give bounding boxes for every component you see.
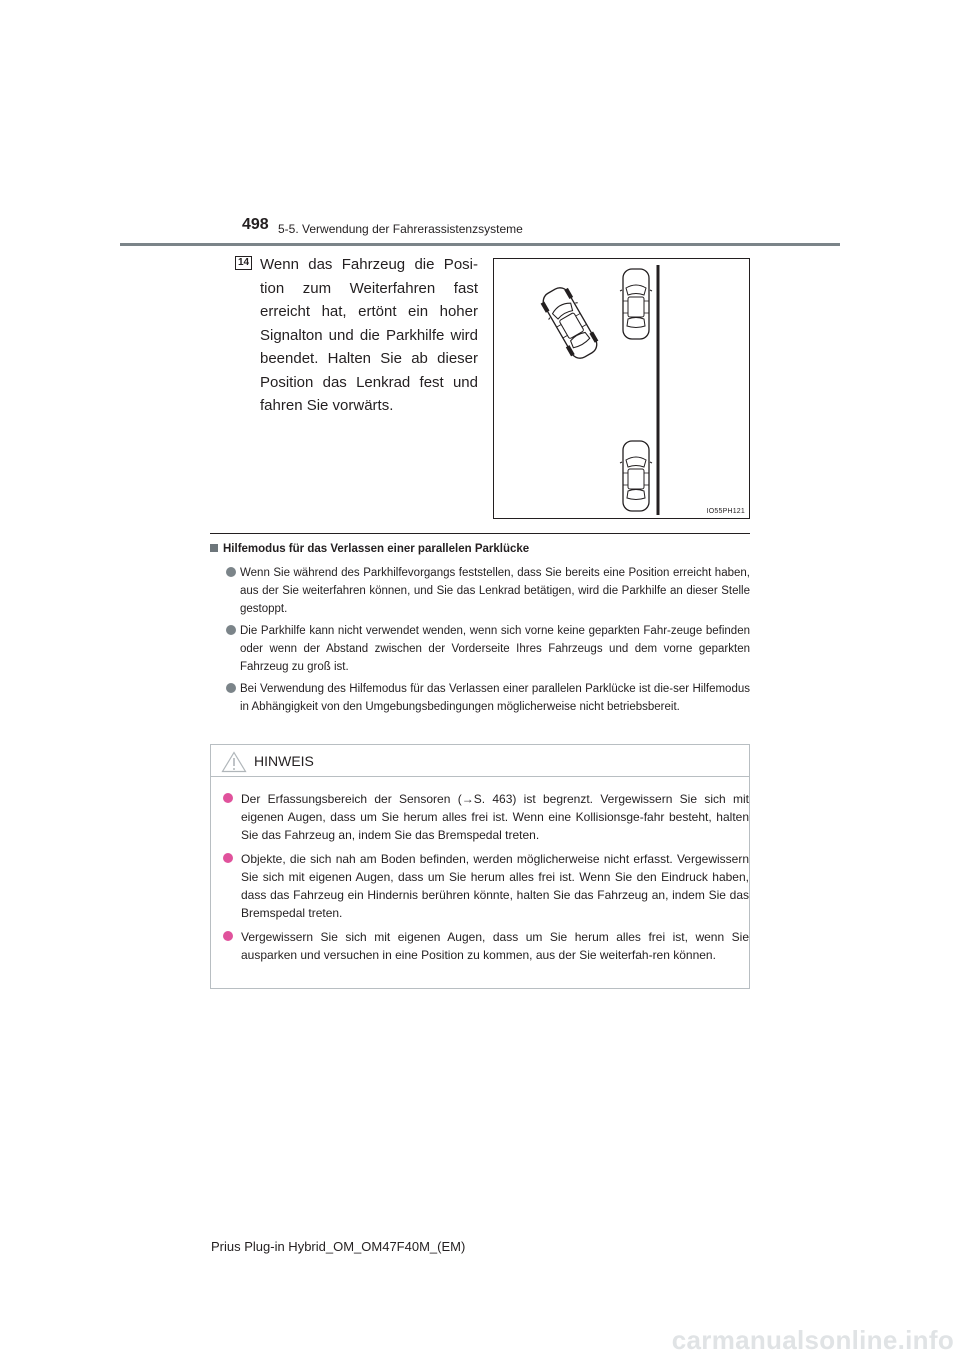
circle-bullet-icon — [223, 931, 233, 941]
list-item — [223, 928, 749, 964]
info-heading — [210, 543, 529, 555]
info-item-text: Die Parkhilfe kann nicht verwendet wenden, wenn sich vorne keine geparkten Fahr-zeuge befinden oder wenn der Abstand zwischen der Vorderseite Ihres Fahrzeugs und dem vorne geparkten Fahrzeug zu groß ist. — [240, 625, 750, 673]
notice-header — [211, 745, 749, 777]
circle-bullet-icon — [223, 853, 233, 863]
list-item — [223, 790, 749, 844]
square-bullet-icon — [210, 544, 218, 552]
circle-bullet-icon — [226, 567, 236, 577]
notice-title: HINWEIS — [254, 753, 314, 769]
notice-list — [223, 790, 749, 970]
list-item — [223, 850, 749, 922]
circle-bullet-icon — [226, 683, 236, 693]
notice-item-text: Vergewissern Sie sich mit eigenen Augen, dass um Sie herum alles frei ist, wenn Sie ausparken und versuchen in eine Position zu kommen, aus der Sie weiterfah-ren können. — [241, 930, 749, 962]
page-number: 498 — [242, 216, 269, 233]
parked-car-front — [620, 269, 652, 339]
step-number-badge: 14 — [235, 256, 252, 270]
circle-bullet-icon — [226, 625, 236, 635]
list-item — [226, 680, 750, 716]
parked-car-rear — [620, 441, 652, 511]
info-item-text: Wenn Sie während des Parkhilfevorgangs feststellen, dass Sie bereits eine Position erreicht haben, aus der Sie weiterfahren können, und Sie das Lenkrad betätigen, wird die Parkhilfe an dieser Stelle gestoppt. — [240, 567, 750, 615]
list-item — [226, 564, 750, 618]
own-vehicle — [537, 283, 603, 363]
notice-item-text: Der Erfassungsbereich der Sensoren (→S. 463) ist begrenzt. Vergewissern Sie sich mit eigenen Augen, dass um Sie herum alles frei ist. Wenn eine Kollisionsge-fahr besteht, halten Sie das Fahrzeug an, indem Sie das Bremspedal treten. — [241, 792, 749, 842]
figure-id: IO55PH121 — [706, 508, 745, 515]
circle-bullet-icon — [223, 793, 233, 803]
notice-box — [210, 744, 750, 989]
section-title: 5-5. Verwendung der Fahrerassistenzsysteme — [278, 222, 523, 236]
watermark: carmanualsonline.info — [671, 1325, 954, 1355]
info-heading-text: Hilfemodus für das Verlassen einer parallelen Parklücke — [223, 543, 530, 555]
parking-illustration — [493, 258, 750, 519]
section-divider — [210, 533, 750, 534]
notice-item-text: Objekte, die sich nah am Boden befinden, werden möglicherweise nicht erfasst. Vergewissern Sie sich mit eigenen Augen, dass um Sie herum alles frei ist. Wenn Sie den Eindruck haben, dass das Fahrzeug ein Hindernis berühren könnte, halten Sie das Fahrzeug an, indem Sie das Bremspedal treten. — [241, 852, 749, 920]
warning-triangle-icon — [221, 751, 247, 773]
info-item-text: Bei Verwendung des Hilfemodus für das Verlassen einer parallelen Parklücke ist die-ser Hilfemodus in Abhängigkeit von den Umgebungsbedingungen möglicherweise nicht betriebsbereit. — [240, 683, 750, 713]
footer-text: Prius Plug-in Hybrid_OM_OM47F40M_(EM) — [211, 1239, 466, 1254]
parking-diagram — [494, 259, 749, 518]
info-list — [226, 564, 750, 720]
list-item — [226, 622, 750, 676]
step-description: Wenn das Fahrzeug die Posi-tion zum Weiterfahren fast erreicht hat, ertönt ein hoher Signalton und die Parkhilfe wird beendet. Halten Sie ab dieser Position das Lenkrad fest und fahren Sie vorwärts. — [260, 256, 478, 414]
header-rule — [120, 243, 840, 246]
